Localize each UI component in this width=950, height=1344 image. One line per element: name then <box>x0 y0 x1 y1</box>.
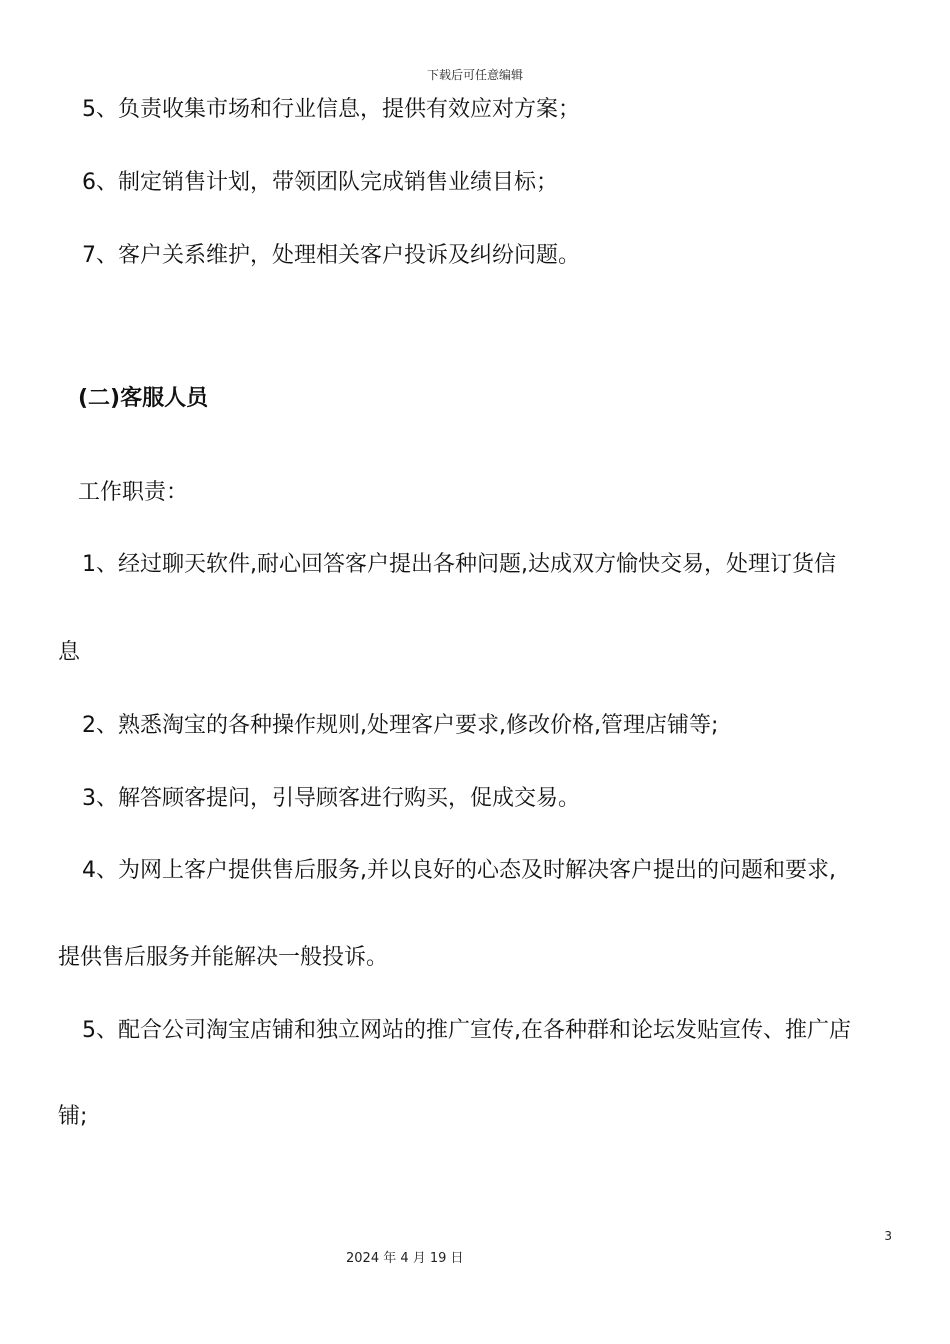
page-number: 3 <box>884 1229 892 1243</box>
section-subheading: 工作职责： <box>78 480 189 505</box>
header-note: 下载后可任意编辑 <box>426 68 523 82</box>
list-item: 3、解答顾客提问，引导顾客进行购买，促成交易。 <box>82 786 580 811</box>
list-item: 6、制定销售计划，带领团队完成销售业绩目标； <box>82 170 558 195</box>
footer-date: 2024 年 4 月 19 日 <box>346 1251 464 1266</box>
list-item: 2、熟悉淘宝的各种操作规则,处理客户要求,修改价格,管理店铺等; <box>82 713 719 738</box>
list-item: 4、为网上客户提供售后服务,并以良好的心态及时解决客户提出的问题和要求, <box>82 858 836 883</box>
section-heading: (二)客服人员 <box>78 386 209 411</box>
list-item-continuation: 息 <box>58 640 81 665</box>
list-item: 5、负责收集市场和行业信息，提供有效应对方案； <box>82 97 580 122</box>
list-item: 7、客户关系维护，处理相关客户投诉及纠纷问题。 <box>82 243 580 268</box>
list-item: 1、经过聊天软件,耐心回答客户提出各种问题,达成双方愉快交易，处理订货信 <box>82 552 836 577</box>
list-item-continuation: 提供售后服务并能解决一般投诉。 <box>58 945 389 970</box>
list-item: 5、配合公司淘宝店铺和独立网站的推广宣传,在各种群和论坛发贴宣传、推广店 <box>82 1018 851 1043</box>
list-item-continuation: 铺; <box>58 1104 88 1129</box>
